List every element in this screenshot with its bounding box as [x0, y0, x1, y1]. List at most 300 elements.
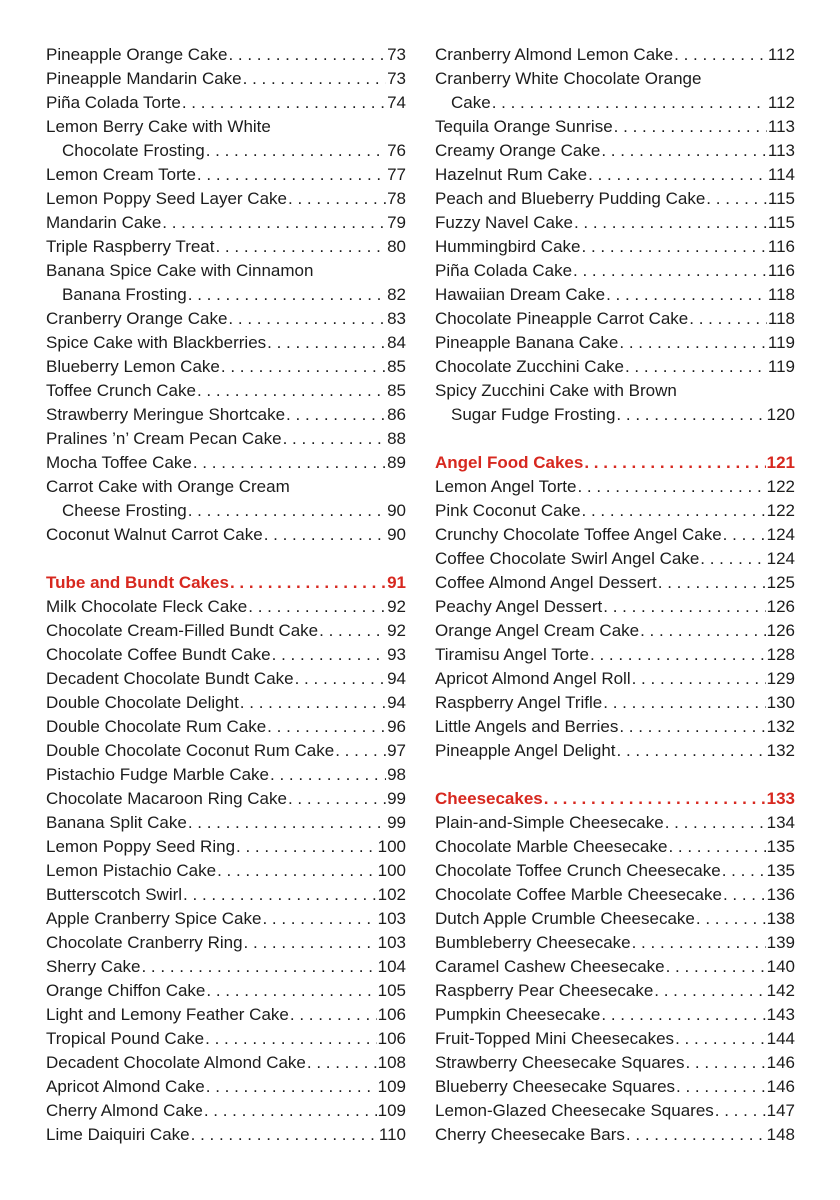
- recipe-title: Crunchy Chocolate Toffee Angel Cake: [435, 525, 722, 544]
- page-number: 90: [387, 525, 406, 544]
- dot-leader: [262, 907, 376, 931]
- dot-leader: [696, 907, 766, 931]
- recipe-title: Pineapple Banana Cake: [435, 333, 619, 352]
- toc-entry: [435, 739, 795, 763]
- toc-entry-line: [435, 139, 795, 163]
- dot-leader: [601, 139, 767, 163]
- dot-leader: [191, 1123, 378, 1147]
- toc-entry: [46, 595, 406, 619]
- page-number: 103: [377, 933, 406, 952]
- toc-entry-line: [46, 691, 406, 715]
- recipe-title: Carrot Cake with Orange Cream: [46, 477, 290, 496]
- page-number: 98: [387, 765, 406, 784]
- page-number: 124: [766, 525, 795, 544]
- recipe-title: Pineapple Mandarin Cake: [46, 69, 242, 88]
- toc-entry-line: [435, 403, 795, 427]
- page-number: 122: [766, 501, 795, 520]
- toc-entry-line: [46, 979, 406, 1003]
- dot-leader: [574, 211, 767, 235]
- recipe-title: Decadent Chocolate Bundt Cake: [46, 669, 294, 688]
- toc-entry-line: [46, 379, 406, 403]
- dot-leader: [206, 979, 376, 1003]
- recipe-title: Plain-and-Simple Cheesecake: [435, 813, 664, 832]
- section-title: Tube and Bundt Cakes: [46, 573, 229, 592]
- dot-leader: [217, 859, 377, 883]
- recipe-title: Apple Cranberry Spice Cake: [46, 909, 262, 928]
- toc-entry: [46, 187, 406, 211]
- page-number: 143: [766, 1005, 795, 1024]
- toc-entry: [435, 139, 795, 163]
- page-number: 146: [766, 1053, 795, 1072]
- toc-entry-line: [435, 475, 795, 499]
- toc-entry-line: [435, 451, 795, 475]
- dot-leader: [658, 571, 766, 595]
- toc-entry-line: [435, 907, 795, 931]
- dot-leader: [723, 523, 766, 547]
- recipe-title: Lime Daiquiri Cake: [46, 1125, 190, 1144]
- dot-leader: [674, 43, 767, 67]
- toc-entry: [435, 931, 795, 955]
- toc-entry: [46, 1027, 406, 1051]
- dot-leader: [290, 1003, 377, 1027]
- toc-entry-line: [435, 379, 795, 403]
- toc-entry: [46, 451, 406, 475]
- page-number: 124: [766, 549, 795, 568]
- page-number: 84: [387, 333, 406, 352]
- toc-entry-line: [46, 907, 406, 931]
- recipe-title: Strawberry Cheesecake Squares: [435, 1053, 685, 1072]
- recipe-title: Spice Cake with Blackberries: [46, 333, 267, 352]
- dot-leader: [614, 115, 767, 139]
- page-number: 113: [767, 117, 795, 136]
- toc-entry: [435, 379, 795, 427]
- page-number: 130: [766, 693, 795, 712]
- toc-entry: [46, 211, 406, 235]
- recipe-title: Cranberry White Chocolate Orange: [435, 69, 702, 88]
- recipe-title: Banana Split Cake: [46, 813, 187, 832]
- toc-entry-line: [435, 811, 795, 835]
- page-number: 91: [387, 573, 406, 592]
- toc-entry-line: [46, 91, 406, 115]
- toc-entry-line: [46, 715, 406, 739]
- toc-entry-line: [435, 619, 795, 643]
- toc-entry: [46, 235, 406, 259]
- toc-entry-line: [435, 835, 795, 859]
- dot-leader: [582, 235, 767, 259]
- dot-leader: [573, 259, 767, 283]
- toc-entry: [46, 763, 406, 787]
- page-number: 128: [766, 645, 795, 664]
- toc-entry: [46, 955, 406, 979]
- toc-entry-line: [46, 955, 406, 979]
- toc-entry: [46, 979, 406, 1003]
- toc-entry-line: [46, 1003, 406, 1027]
- dot-leader: [182, 91, 386, 115]
- toc-entry-line: [46, 43, 406, 67]
- recipe-title: Cherry Cheesecake Bars: [435, 1125, 625, 1144]
- toc-entry-line: [435, 1075, 795, 1099]
- dot-leader: [577, 475, 765, 499]
- page-number: 144: [766, 1029, 795, 1048]
- recipe-title: Caramel Cashew Cheesecake: [435, 957, 665, 976]
- recipe-title: Strawberry Meringue Shortcake: [46, 405, 286, 424]
- recipe-title: Fruit-Topped Mini Cheesecakes: [435, 1029, 675, 1048]
- toc-entry-line: [435, 979, 795, 1003]
- toc-entry-line: [46, 619, 406, 643]
- toc-entry: [435, 163, 795, 187]
- toc-entry: [46, 931, 406, 955]
- toc-entry-line: [435, 787, 795, 811]
- toc-entry-line: [435, 499, 795, 523]
- dot-leader: [307, 1051, 377, 1075]
- page-number: 119: [767, 333, 795, 352]
- toc-entry: [435, 907, 795, 931]
- toc-entry: [435, 835, 795, 859]
- toc-entry-line: [435, 1123, 795, 1147]
- toc-entry-line: [46, 307, 406, 331]
- page-number: 103: [377, 909, 406, 928]
- toc-entry-line: [435, 1099, 795, 1123]
- toc-entry: [435, 43, 795, 67]
- dot-leader: [492, 91, 767, 115]
- recipe-title: Peach and Blueberry Pudding Cake: [435, 189, 706, 208]
- toc-entry-line: [46, 1027, 406, 1051]
- toc-entry: [435, 547, 795, 571]
- recipe-title: Cheese Frosting: [62, 501, 187, 520]
- recipe-title: Pineapple Orange Cake: [46, 45, 228, 64]
- toc-entry-line: [435, 595, 795, 619]
- dot-leader: [590, 643, 766, 667]
- toc-entry: [46, 427, 406, 451]
- page-number: 136: [766, 885, 795, 904]
- dot-leader: [206, 139, 386, 163]
- toc-entry-line: [435, 211, 795, 235]
- toc-entry-line: [46, 835, 406, 859]
- page-number: 88: [387, 429, 406, 448]
- recipe-title: Decadent Chocolate Almond Cake: [46, 1053, 306, 1072]
- section-gap: [435, 763, 795, 787]
- page-number: 100: [377, 837, 406, 856]
- recipe-title: Pineapple Angel Delight: [435, 741, 616, 760]
- toc-entry-line: [435, 1027, 795, 1051]
- toc-entry-line: [46, 499, 406, 523]
- toc-entry: [46, 907, 406, 931]
- toc-entry-line: [435, 67, 795, 91]
- recipe-title: Piña Colada Torte: [46, 93, 181, 112]
- page-number: 102: [377, 885, 406, 904]
- page-number: 112: [767, 93, 795, 112]
- toc-entry-line: [46, 67, 406, 91]
- toc-entry-line: [46, 859, 406, 883]
- page-number: 73: [387, 45, 406, 64]
- recipe-title: Chocolate Cranberry Ring: [46, 933, 243, 952]
- toc-entry: [435, 1099, 795, 1123]
- dot-leader: [270, 763, 386, 787]
- dot-leader: [640, 619, 766, 643]
- toc-entry: [435, 67, 795, 115]
- dot-leader: [272, 643, 386, 667]
- recipe-title: Raspberry Angel Trifle: [435, 693, 603, 712]
- toc-entry: [435, 1075, 795, 1099]
- recipe-title: Tequila Orange Sunrise: [435, 117, 613, 136]
- toc-entry: [46, 619, 406, 643]
- dot-leader: [240, 691, 386, 715]
- toc-entry-line: [46, 883, 406, 907]
- recipe-title: Tiramisu Angel Torte: [435, 645, 590, 664]
- toc-entry-line: [46, 667, 406, 691]
- page-number: 142: [766, 981, 795, 1000]
- dot-leader: [197, 163, 386, 187]
- dot-leader: [632, 931, 766, 955]
- toc-entry: [435, 979, 795, 1003]
- toc-entry-line: [435, 739, 795, 763]
- page-number: 140: [766, 957, 795, 976]
- toc-entry: [46, 91, 406, 115]
- page-number: 92: [387, 621, 406, 640]
- recipe-title: Blueberry Cheesecake Squares: [435, 1077, 676, 1096]
- recipe-title: Lemon Berry Cake with White: [46, 117, 271, 136]
- toc-entry: [46, 43, 406, 67]
- recipe-title: Chocolate Zucchini Cake: [435, 357, 624, 376]
- recipe-title: Cake: [451, 93, 491, 112]
- dot-leader: [588, 163, 767, 187]
- dot-leader: [230, 571, 386, 595]
- toc-entry-line: [435, 859, 795, 883]
- page-number: 106: [377, 1005, 406, 1024]
- dot-leader: [228, 307, 386, 331]
- page-number: 96: [387, 717, 406, 736]
- recipe-title: Chocolate Cream-Filled Bundt Cake: [46, 621, 319, 640]
- recipe-title: Hawaiian Dream Cake: [435, 285, 606, 304]
- recipe-title: Chocolate Toffee Crunch Cheesecake: [435, 861, 721, 880]
- dot-leader: [625, 355, 767, 379]
- dot-leader: [228, 43, 386, 67]
- section-heading: [46, 571, 406, 595]
- dot-leader: [283, 427, 386, 451]
- page-number: 99: [387, 789, 406, 808]
- toc-entry-line: [435, 643, 795, 667]
- recipe-title: Cherry Almond Cake: [46, 1101, 203, 1120]
- toc-entry-line: [46, 283, 406, 307]
- toc-entry-line: [435, 571, 795, 595]
- dot-leader: [206, 1075, 377, 1099]
- toc-entry: [435, 187, 795, 211]
- recipe-title: Mandarin Cake: [46, 213, 162, 232]
- recipe-title: Cranberry Orange Cake: [46, 309, 228, 328]
- recipe-title: Chocolate Marble Cheesecake: [435, 837, 668, 856]
- dot-leader: [221, 355, 386, 379]
- page-number: 79: [387, 213, 406, 232]
- toc-entry-line: [435, 91, 795, 115]
- toc-entry-line: [46, 211, 406, 235]
- page-number: 118: [767, 309, 795, 328]
- toc-entry: [435, 307, 795, 331]
- toc-entry: [46, 1099, 406, 1123]
- toc-entry-line: [435, 259, 795, 283]
- dot-leader: [215, 235, 386, 259]
- recipe-title: Pink Coconut Cake: [435, 501, 581, 520]
- page-number: 134: [766, 813, 795, 832]
- recipe-title: Cranberry Almond Lemon Cake: [435, 45, 674, 64]
- recipe-title: Milk Chocolate Fleck Cake: [46, 597, 248, 616]
- toc-entry-line: [46, 115, 406, 139]
- page-number: 106: [377, 1029, 406, 1048]
- page-number: 112: [767, 45, 795, 64]
- toc-entry: [435, 499, 795, 523]
- recipe-title: Triple Raspberry Treat: [46, 237, 215, 256]
- dot-leader: [582, 499, 766, 523]
- toc-entry: [46, 1123, 406, 1147]
- toc-entry: [435, 643, 795, 667]
- recipe-title: Chocolate Macaroon Ring Cake: [46, 789, 287, 808]
- toc-entry-line: [46, 139, 406, 163]
- dot-leader: [603, 691, 765, 715]
- toc-entry: [435, 571, 795, 595]
- toc-entry: [435, 1003, 795, 1027]
- toc-entry: [46, 259, 406, 307]
- toc-entry: [46, 331, 406, 355]
- dot-leader: [288, 787, 386, 811]
- toc-entry: [46, 667, 406, 691]
- toc-entry-line: [46, 235, 406, 259]
- dot-leader: [689, 307, 767, 331]
- recipe-title: Lemon Pistachio Cake: [46, 861, 217, 880]
- dot-leader: [319, 619, 386, 643]
- toc-entry-line: [435, 1051, 795, 1075]
- dot-leader: [676, 1075, 766, 1099]
- page-number: 85: [387, 357, 406, 376]
- recipe-title: Banana Spice Cake with Cinnamon: [46, 261, 314, 280]
- page-number: 92: [387, 597, 406, 616]
- page-number: 97: [387, 741, 406, 760]
- recipe-title: Bumbleberry Cheesecake: [435, 933, 631, 952]
- page-number: 147: [766, 1101, 795, 1120]
- toc-entry-line: [435, 187, 795, 211]
- dot-leader: [584, 451, 765, 475]
- toc-entry: [46, 643, 406, 667]
- toc-left-column: [46, 43, 406, 1147]
- recipe-title: Piña Colada Cake: [435, 261, 573, 280]
- toc-entry: [46, 835, 406, 859]
- section-heading: [435, 451, 795, 475]
- page-number: 113: [767, 141, 795, 160]
- recipe-title: Chocolate Coffee Marble Cheesecake: [435, 885, 722, 904]
- toc-entry: [46, 1051, 406, 1075]
- recipe-title: Orange Angel Cream Cake: [435, 621, 640, 640]
- dot-leader: [248, 595, 386, 619]
- recipe-title: Coffee Chocolate Swirl Angel Cake: [435, 549, 700, 568]
- toc-entry: [435, 475, 795, 499]
- page-number: 122: [766, 477, 795, 496]
- toc-entry-line: [46, 1075, 406, 1099]
- recipe-title: Butterscotch Swirl: [46, 885, 183, 904]
- dot-leader: [264, 523, 386, 547]
- dot-leader: [267, 715, 386, 739]
- toc-entry-line: [435, 307, 795, 331]
- toc-entry: [435, 667, 795, 691]
- section-gap: [435, 427, 795, 451]
- page-number: 132: [766, 741, 795, 760]
- toc-entry: [46, 355, 406, 379]
- toc-entry-line: [46, 931, 406, 955]
- toc-entry: [46, 475, 406, 523]
- recipe-title: Mocha Toffee Cake: [46, 453, 192, 472]
- recipe-title: Double Chocolate Rum Cake: [46, 717, 267, 736]
- dot-leader: [244, 931, 377, 955]
- toc-entry: [435, 955, 795, 979]
- dot-leader: [236, 835, 377, 859]
- recipe-title: Fuzzy Navel Cake: [435, 213, 573, 232]
- recipe-title: Creamy Orange Cake: [435, 141, 601, 160]
- toc-entry: [46, 403, 406, 427]
- toc-entry-line: [435, 43, 795, 67]
- dot-leader: [188, 499, 386, 523]
- dot-leader: [286, 403, 386, 427]
- page-number: 139: [766, 933, 795, 952]
- recipe-title: Spicy Zucchini Cake with Brown: [435, 381, 677, 400]
- dot-leader: [706, 187, 767, 211]
- dot-leader: [723, 883, 766, 907]
- recipe-title: Coconut Walnut Carrot Cake: [46, 525, 263, 544]
- toc-entry: [435, 715, 795, 739]
- dot-leader: [544, 787, 766, 811]
- dot-leader: [141, 955, 376, 979]
- toc-entry: [46, 883, 406, 907]
- page-number: 82: [387, 285, 406, 304]
- page-number: 86: [387, 405, 406, 424]
- toc-entry-line: [435, 1003, 795, 1027]
- toc-entry-line: [46, 475, 406, 499]
- recipe-title: Tropical Pound Cake: [46, 1029, 205, 1048]
- dot-leader: [715, 1099, 766, 1123]
- toc-entry-line: [46, 811, 406, 835]
- page-number: 109: [377, 1077, 406, 1096]
- toc-entry-line: [435, 667, 795, 691]
- dot-leader: [162, 211, 386, 235]
- toc-entry-line: [435, 547, 795, 571]
- dot-leader: [197, 379, 386, 403]
- toc-entry-line: [435, 283, 795, 307]
- section-title: Angel Food Cakes: [435, 453, 584, 472]
- page-number: 90: [387, 501, 406, 520]
- toc-entry: [435, 1027, 795, 1051]
- page-number: 146: [766, 1077, 795, 1096]
- toc-entry-line: [46, 187, 406, 211]
- dot-leader: [619, 715, 765, 739]
- recipe-title: Banana Frosting: [62, 285, 187, 304]
- toc-entry-line: [46, 571, 406, 595]
- recipe-title: Lemon Angel Torte: [435, 477, 577, 496]
- dot-leader: [665, 811, 766, 835]
- page-number: 116: [767, 237, 795, 256]
- toc-entry-line: [46, 1051, 406, 1075]
- page-number: 105: [377, 981, 406, 1000]
- toc-entry: [435, 523, 795, 547]
- recipe-title: Lemon Poppy Seed Ring: [46, 837, 236, 856]
- dot-leader: [193, 451, 386, 475]
- dot-leader: [183, 883, 377, 907]
- recipe-title: Apricot Almond Angel Roll: [435, 669, 631, 688]
- toc-entry: [435, 1123, 795, 1147]
- toc-entry: [435, 811, 795, 835]
- toc-entry-line: [46, 163, 406, 187]
- page-number: 104: [377, 957, 406, 976]
- recipe-title: Coffee Almond Angel Dessert: [435, 573, 657, 592]
- toc-entry: [46, 1003, 406, 1027]
- toc-entry-line: [435, 163, 795, 187]
- toc-entry: [435, 883, 795, 907]
- toc-entry-line: [46, 427, 406, 451]
